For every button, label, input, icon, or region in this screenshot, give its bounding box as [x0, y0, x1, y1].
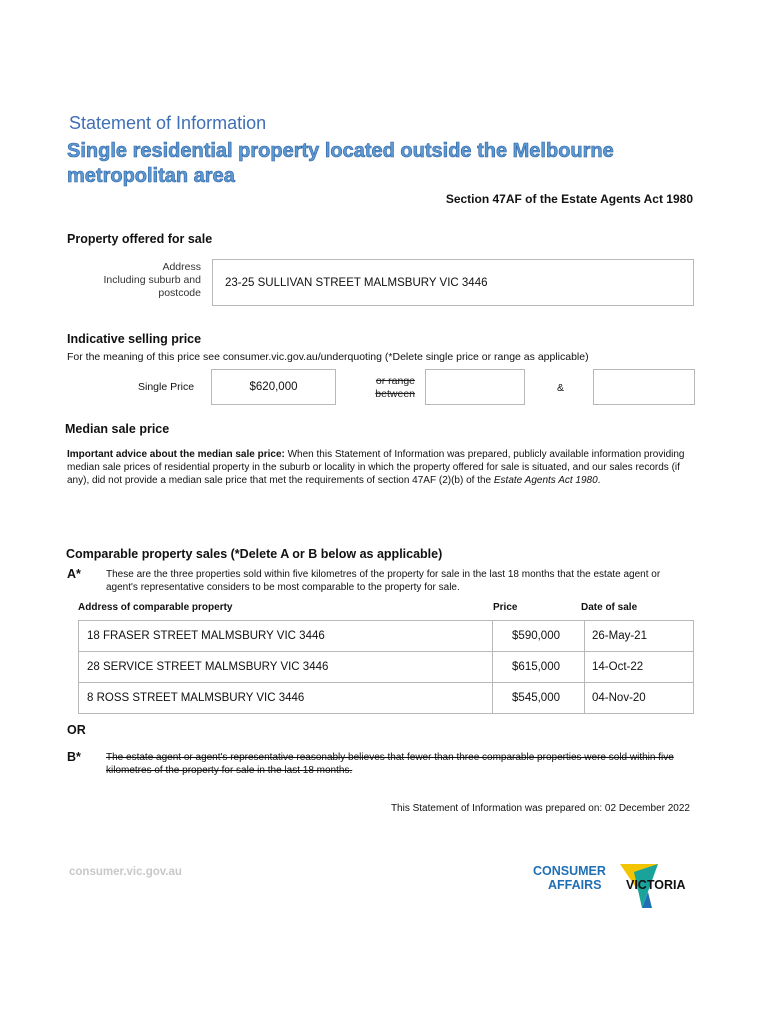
footer-website-link[interactable]: consumer.vic.gov.au [69, 866, 182, 878]
prepared-date: This Statement of Information was prepared on: 02 December 2022 [390, 803, 690, 814]
row-address: 28 SERVICE STREET MALMSBURY VIC 3446 [87, 661, 329, 673]
address-label-line2: Including suburb and [103, 274, 201, 286]
range-label-line2: between [375, 388, 415, 400]
address-label [70, 261, 201, 300]
price-note: For the meaning of this price see consumer.vic.gov.au/underquoting (*Delete single price or range as applicable) [67, 351, 589, 363]
main-title-line1: Single residential property located outside the Melbourne [67, 140, 614, 162]
row-date: 14-Oct-22 [592, 661, 644, 673]
single-price-field[interactable] [211, 369, 336, 405]
range-ampersand: & [557, 382, 565, 394]
median-advice-text: When this Statement of Information was prepared, publicly available information providing median sale prices of residential property in the suburb or locality in which the property offered for sale is situated, and our sales records (if any), did not provide a median sale price that met the requirements of section 47AF (2)(b) of the [67, 449, 685, 486]
row-address: 18 FRASER STREET MALMSBURY VIC 3446 [87, 630, 325, 642]
range-high-field[interactable] [593, 369, 695, 405]
option-a-marker: A* [67, 567, 81, 581]
range-label-line1: or range [375, 375, 415, 387]
single-price-label: Single Price [138, 381, 195, 393]
address-value: 23-25 SULLIVAN STREET MALMSBURY VIC 3446 [225, 276, 488, 289]
row-price: $545,000 [512, 692, 560, 704]
row-address: 8 ROSS STREET MALMSBURY VIC 3446 [87, 692, 305, 704]
col-address-header: Address of comparable property [78, 602, 233, 613]
median-advice-end: . [597, 475, 601, 486]
address-field[interactable] [212, 259, 694, 306]
row-date: 04-Nov-20 [592, 692, 646, 704]
table-row [78, 620, 694, 652]
main-title-line2: metropolitan area [67, 165, 235, 187]
option-b-text: The estate agent or agent's representative reasonably believes that fewer than three comparable properties were sold within five kilometres of the property for sale in the last 18 months. [106, 752, 674, 776]
option-b-marker: B* [67, 750, 81, 764]
median-advice [67, 448, 692, 487]
col-price-header: Price [493, 602, 518, 613]
comparable-heading: Comparable property sales (*Delete A or B below as applicable) [66, 547, 443, 561]
table-row [78, 651, 694, 683]
price-heading: Indicative selling price [67, 332, 202, 346]
or-label: OR [67, 723, 86, 737]
row-date: 26-May-21 [592, 630, 647, 642]
row-price: $590,000 [512, 630, 560, 642]
main-title [67, 139, 687, 189]
median-heading: Median sale price [65, 422, 170, 436]
median-advice-bold: Important advice about the median sale price: [67, 449, 285, 460]
logo-text-consumer: CONSUMER [533, 864, 606, 878]
section-reference: Section 47AF of the Estate Agents Act 1980 [445, 192, 693, 206]
range-label [355, 375, 415, 401]
col-date-header: Date of sale [581, 602, 638, 613]
option-a-text: These are the three properties sold within five kilometres of the property for sale in the last 18 months that the estate agent or agent's representative considers to be most comparable to the property for sale. [106, 569, 661, 593]
single-price-value: $620,000 [249, 381, 298, 393]
logo-text-affairs: AFFAIRS [548, 878, 602, 892]
row-price: $615,000 [512, 661, 560, 673]
range-low-field[interactable] [425, 369, 525, 405]
table-row [78, 682, 694, 714]
logo-text-victoria: VICTORIA [626, 878, 686, 892]
property-heading: Property offered for sale [67, 232, 213, 246]
address-label-line1: Address [162, 261, 201, 273]
median-advice-act: Estate Agents Act 1980 [493, 475, 598, 486]
document-title: Statement of Information [69, 113, 267, 133]
address-label-line3: postcode [158, 287, 201, 299]
consumer-affairs-logo [530, 862, 700, 910]
